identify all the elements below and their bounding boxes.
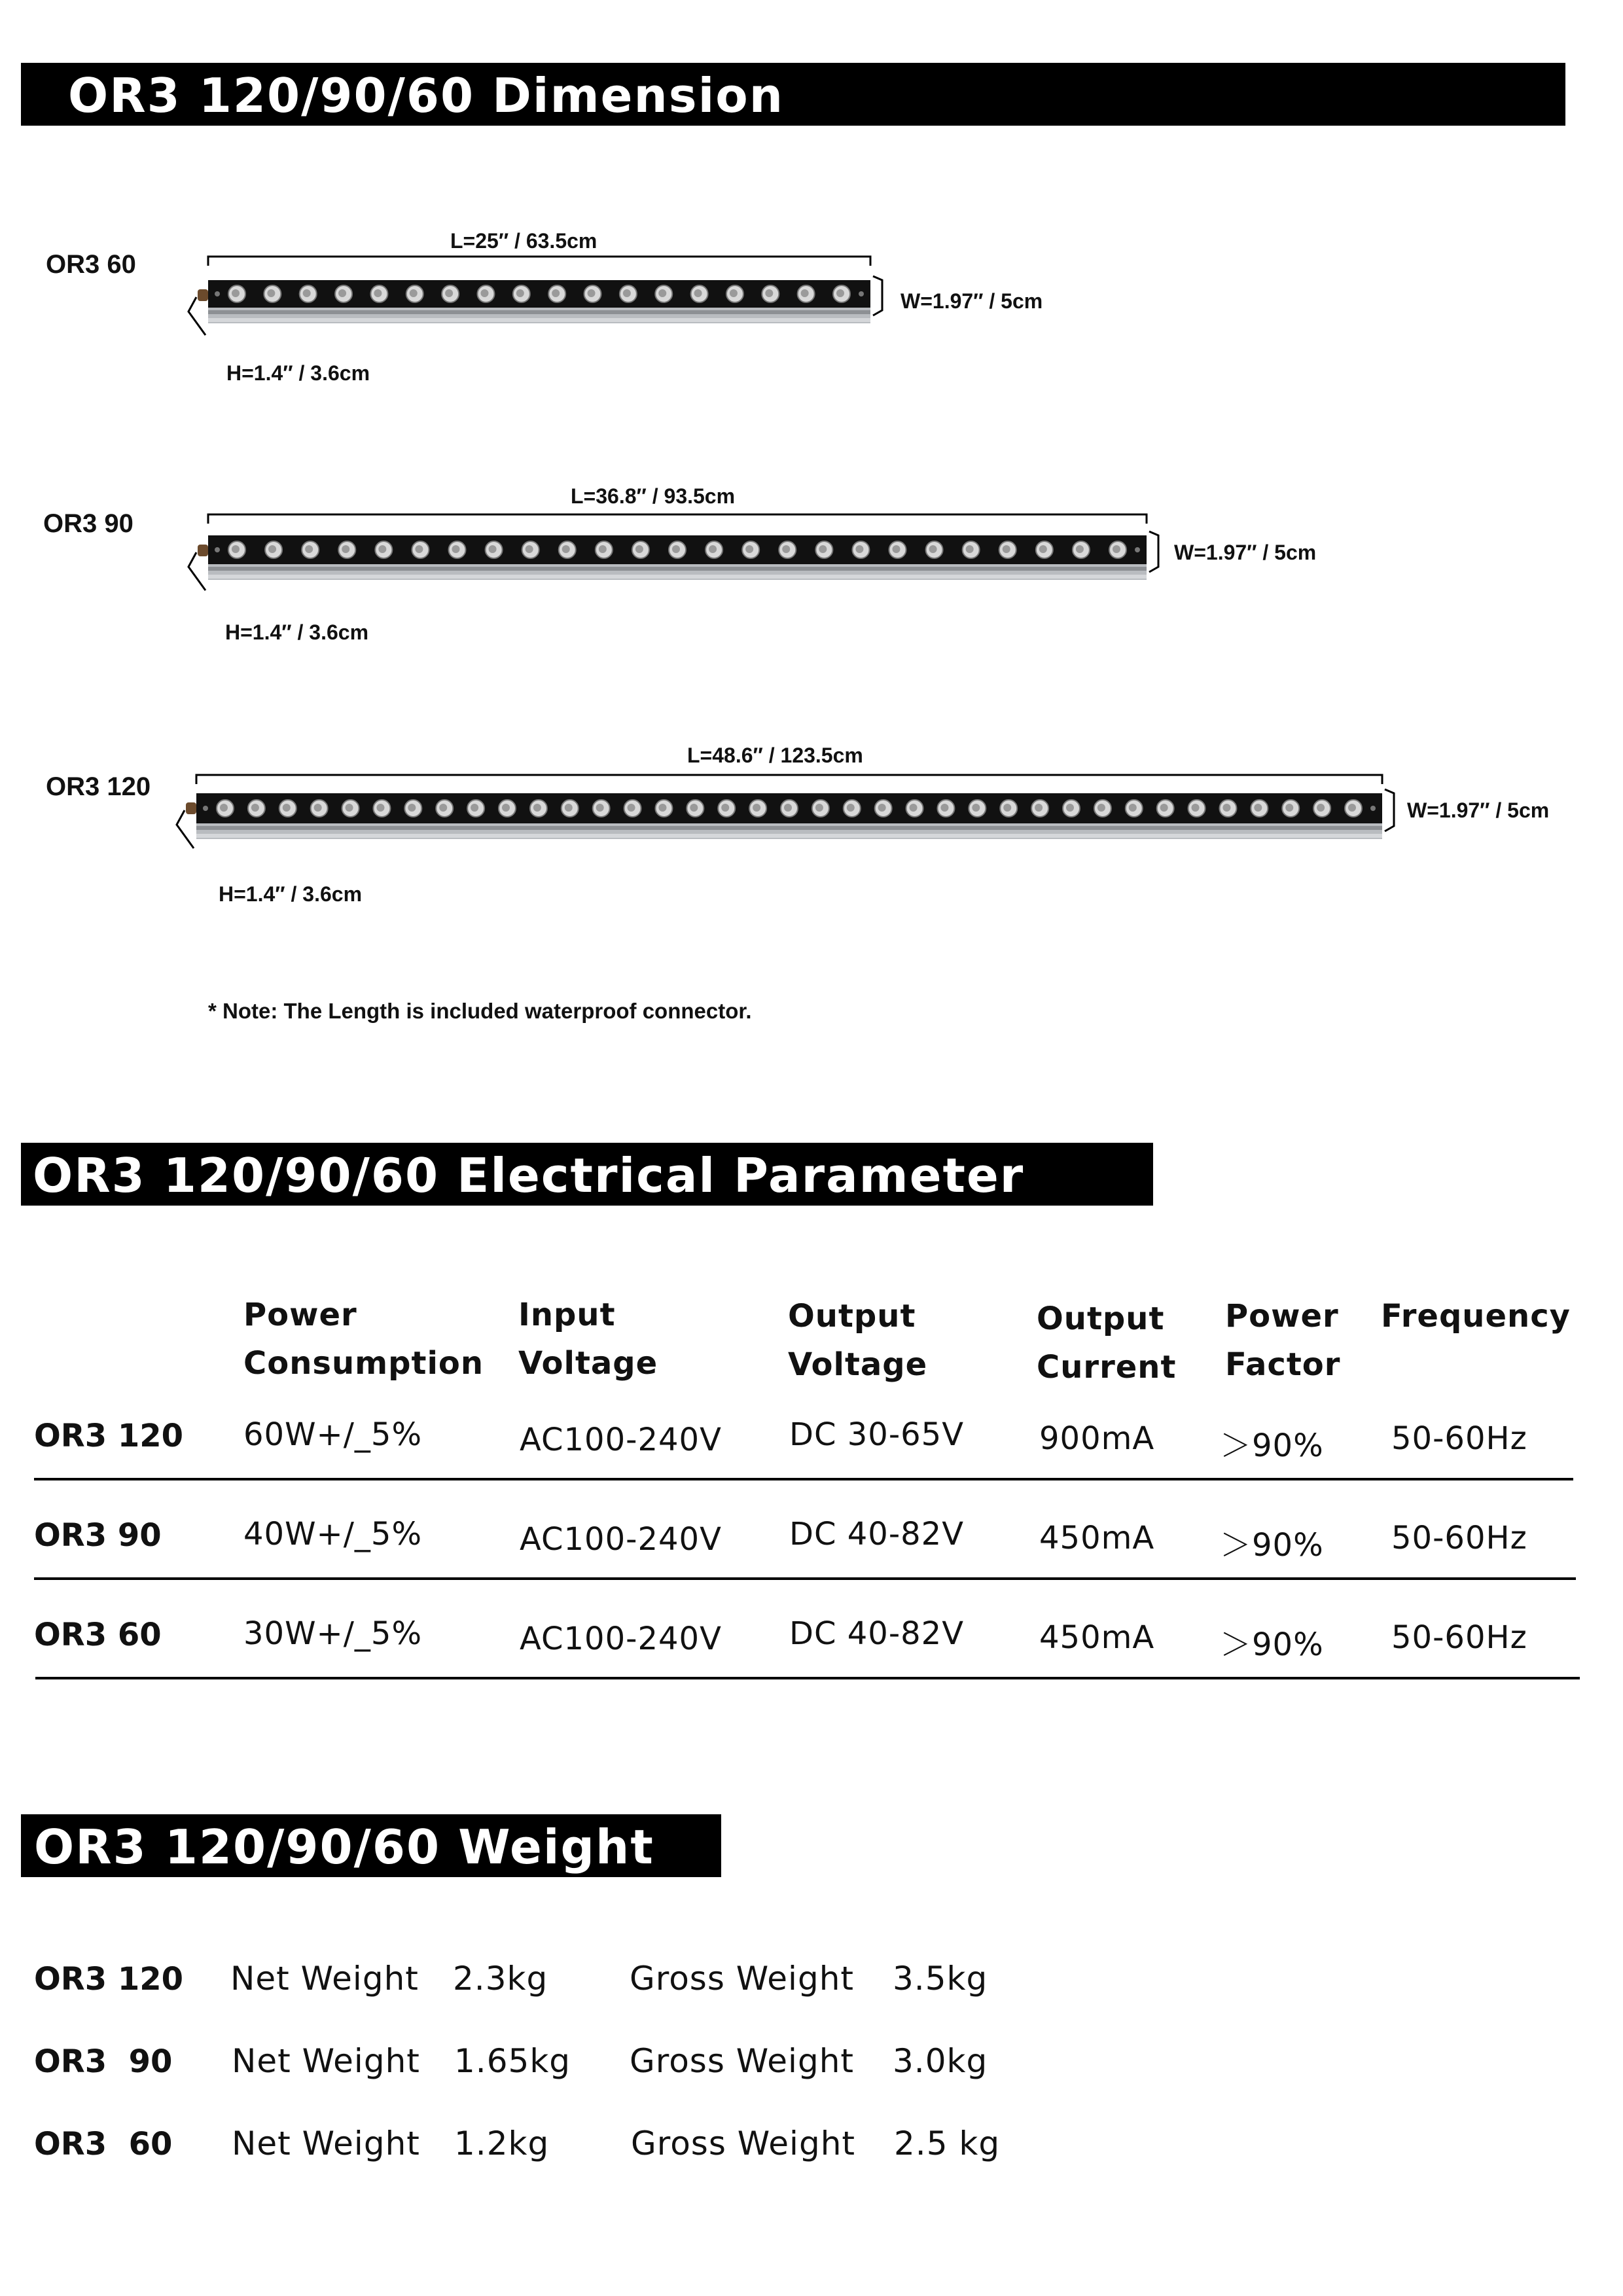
housing-groove [208, 567, 1147, 571]
cell-output-voltage: DC 40-82V [789, 1615, 965, 1652]
weight-title: OR3 120/90/60 Weight [34, 1820, 654, 1874]
led-core [1076, 545, 1084, 553]
led-core [1097, 804, 1105, 812]
led-core [502, 804, 510, 812]
width-bracket [1385, 789, 1394, 831]
height-bracket [177, 810, 194, 848]
connector-cap [198, 289, 208, 301]
length-label-or3-90: L=36.8″ / 93.5cm [571, 484, 736, 508]
height-bracket [188, 297, 205, 335]
model-label-or3-120: OR3 120 [46, 772, 151, 801]
led-core [562, 545, 570, 553]
led-core [1113, 545, 1120, 553]
led-core [376, 804, 384, 812]
led-core [552, 289, 560, 297]
led-core [489, 545, 497, 553]
cell-input-voltage: AC100-240V [520, 1521, 722, 1558]
led-core [801, 289, 809, 297]
led-core [1192, 804, 1200, 812]
led-core [480, 289, 488, 297]
weight-model-or3-120: OR3 120 [34, 1961, 184, 1998]
led-core [596, 804, 604, 812]
connector-cap [198, 545, 208, 556]
model-label-or3-90: OR3 90 [43, 509, 134, 538]
length-bracket [208, 257, 870, 266]
cell-power-factor: ＞90% [1220, 1626, 1324, 1663]
end-screw [215, 547, 220, 552]
led-core [690, 804, 698, 812]
led-core [268, 545, 276, 553]
height-label-or3-60: H=1.4″ / 3.6cm [226, 361, 370, 385]
length-note: * Note: The Length is included waterproof connector. [208, 999, 752, 1023]
cell-output-voltage: DC 40-82V [789, 1516, 965, 1552]
header-output-voltage: Output Voltage [788, 1298, 928, 1383]
net-weight-label: Net Weight [232, 2125, 420, 2162]
led-core [628, 804, 635, 812]
housing-groove [208, 310, 870, 314]
led-core [694, 289, 702, 297]
header-output-current: Output Current [1037, 1300, 1177, 1386]
electrical-header-bar [21, 1143, 1153, 1206]
end-screw [859, 291, 864, 296]
end-screw [203, 806, 208, 811]
led-core [893, 545, 901, 553]
led-core [910, 804, 918, 812]
row-model-or3-60: OR3 60 [34, 1617, 162, 1653]
housing-edge [208, 575, 1147, 579]
led-core [314, 804, 322, 812]
led-core [1039, 545, 1047, 553]
led-core [1160, 804, 1168, 812]
width-label-or3-90: W=1.97″ / 5cm [1174, 541, 1317, 564]
cell-input-voltage: AC100-240V [520, 1422, 722, 1458]
weight-header-bar [21, 1814, 721, 1877]
led-core [410, 289, 418, 297]
end-screw [215, 291, 220, 296]
cell-power-factor: ＞90% [1220, 1527, 1324, 1564]
row-divider [34, 1478, 1573, 1480]
cell-input-voltage: AC100-240V [520, 1621, 722, 1657]
led-core [342, 545, 349, 553]
housing-edge [196, 834, 1382, 838]
led-core [1254, 804, 1262, 812]
row-divider [34, 1577, 1576, 1580]
housing-edge [208, 318, 870, 322]
led-core [730, 289, 738, 297]
end-screw [1135, 547, 1140, 552]
net-weight-value: 1.65kg [454, 2042, 571, 2080]
length-label-or3-60: L=25″ / 63.5cm [450, 229, 597, 253]
led-core [1035, 804, 1043, 812]
led-core [1129, 804, 1137, 812]
led-core [847, 804, 855, 812]
led-core [565, 804, 573, 812]
led-core [672, 545, 680, 553]
led-core [516, 289, 524, 297]
row-divider [35, 1677, 1580, 1679]
led-core [1066, 804, 1074, 812]
led-core [305, 545, 313, 553]
header-input-voltage: Input Voltage [518, 1297, 658, 1382]
cell-power-factor: ＞90% [1220, 1427, 1324, 1464]
led-core [283, 804, 291, 812]
led-core [232, 289, 240, 297]
model-label-or3-60: OR3 60 [46, 250, 136, 279]
led-core [338, 289, 346, 297]
cell-frequency: 50-60Hz [1391, 1520, 1527, 1556]
led-core [408, 804, 416, 812]
header-frequency: Frequency [1381, 1298, 1571, 1335]
led-core [445, 289, 453, 297]
row-model-or3-120: OR3 120 [34, 1418, 184, 1454]
led-core [1317, 804, 1325, 812]
led-core [972, 804, 980, 812]
led-core [588, 289, 596, 297]
gross-weight-label: Gross Weight [631, 2125, 855, 2162]
led-core [378, 545, 386, 553]
weight-model-or3-90: OR3 90 [34, 2043, 173, 2080]
led-core [836, 289, 844, 297]
led-core [819, 545, 827, 553]
end-screw [1370, 806, 1376, 811]
led-core [784, 804, 792, 812]
led-core [1285, 804, 1293, 812]
led-core [815, 804, 823, 812]
width-bracket [1149, 531, 1158, 572]
gross-weight-label: Gross Weight [630, 2042, 854, 2080]
led-core [374, 289, 382, 297]
led-core [439, 804, 447, 812]
led-core [782, 545, 790, 553]
height-label-or3-120: H=1.4″ / 3.6cm [219, 882, 363, 906]
header-power-consumption: Power Consumption [243, 1297, 484, 1382]
led-core [533, 804, 541, 812]
length-bracket [196, 775, 1382, 784]
cell-power-consumption: 30W+/_5% [243, 1615, 423, 1652]
led-core [635, 545, 643, 553]
height-bracket [188, 552, 205, 590]
led-core [966, 545, 974, 553]
led-core [220, 804, 228, 812]
width-bracket [873, 276, 882, 315]
width-label-or3-60: W=1.97″ / 5cm [901, 289, 1043, 313]
cell-output-voltage: DC 30-65V [789, 1416, 965, 1453]
led-core [415, 545, 423, 553]
gross-weight-value: 3.0kg [893, 2042, 988, 2080]
led-core [721, 804, 729, 812]
gross-weight-value: 3.5kg [893, 1960, 988, 1998]
led-core [346, 804, 353, 812]
led-core [1222, 804, 1230, 812]
led-core [940, 804, 948, 812]
net-weight-value: 1.2kg [454, 2125, 550, 2162]
weight-model-or3-60: OR3 60 [34, 2126, 173, 2162]
gross-weight-label: Gross Weight [630, 1960, 854, 1998]
length-bracket [208, 514, 1147, 524]
led-core [599, 545, 607, 553]
net-weight-label: Net Weight [232, 2042, 420, 2080]
led-core [623, 289, 631, 297]
cell-frequency: 50-60Hz [1391, 1420, 1527, 1457]
led-core [765, 289, 773, 297]
gross-weight-value: 2.5 kg [894, 2125, 1001, 2162]
led-core [1348, 804, 1356, 812]
led-core [753, 804, 760, 812]
header-power-factor: Power Factor [1225, 1298, 1341, 1383]
cell-output-current: 450mA [1039, 1619, 1155, 1656]
connector-cap [186, 802, 196, 814]
led-core [452, 545, 460, 553]
led-core [929, 545, 937, 553]
led-core [709, 545, 717, 553]
led-core [658, 804, 666, 812]
led-core [658, 289, 666, 297]
led-core [303, 289, 311, 297]
led-core [267, 289, 275, 297]
led-core [745, 545, 753, 553]
height-label-or3-90: H=1.4″ / 3.6cm [225, 620, 369, 644]
cell-power-consumption: 40W+/_5% [243, 1516, 423, 1552]
dimension-title: OR3 120/90/60 Dimension [68, 68, 784, 123]
led-core [232, 545, 240, 553]
housing-groove [196, 826, 1382, 830]
cell-frequency: 50-60Hz [1391, 1619, 1527, 1656]
led-core [251, 804, 259, 812]
led-core [1003, 545, 1010, 553]
led-core [855, 545, 863, 553]
electrical-title: OR3 120/90/60 Electrical Parameter [33, 1148, 1025, 1203]
row-model-or3-90: OR3 90 [34, 1517, 162, 1554]
led-core [471, 804, 478, 812]
led-core [878, 804, 886, 812]
width-label-or3-120: W=1.97″ / 5cm [1407, 798, 1550, 822]
length-label-or3-120: L=48.6″ / 123.5cm [687, 744, 863, 767]
cell-output-current: 450mA [1039, 1520, 1155, 1556]
cell-output-current: 900mA [1039, 1420, 1155, 1457]
net-weight-value: 2.3kg [453, 1960, 548, 1998]
net-weight-label: Net Weight [230, 1960, 419, 1998]
cell-power-consumption: 60W+/_5% [243, 1416, 423, 1453]
led-core [526, 545, 533, 553]
led-core [1003, 804, 1011, 812]
